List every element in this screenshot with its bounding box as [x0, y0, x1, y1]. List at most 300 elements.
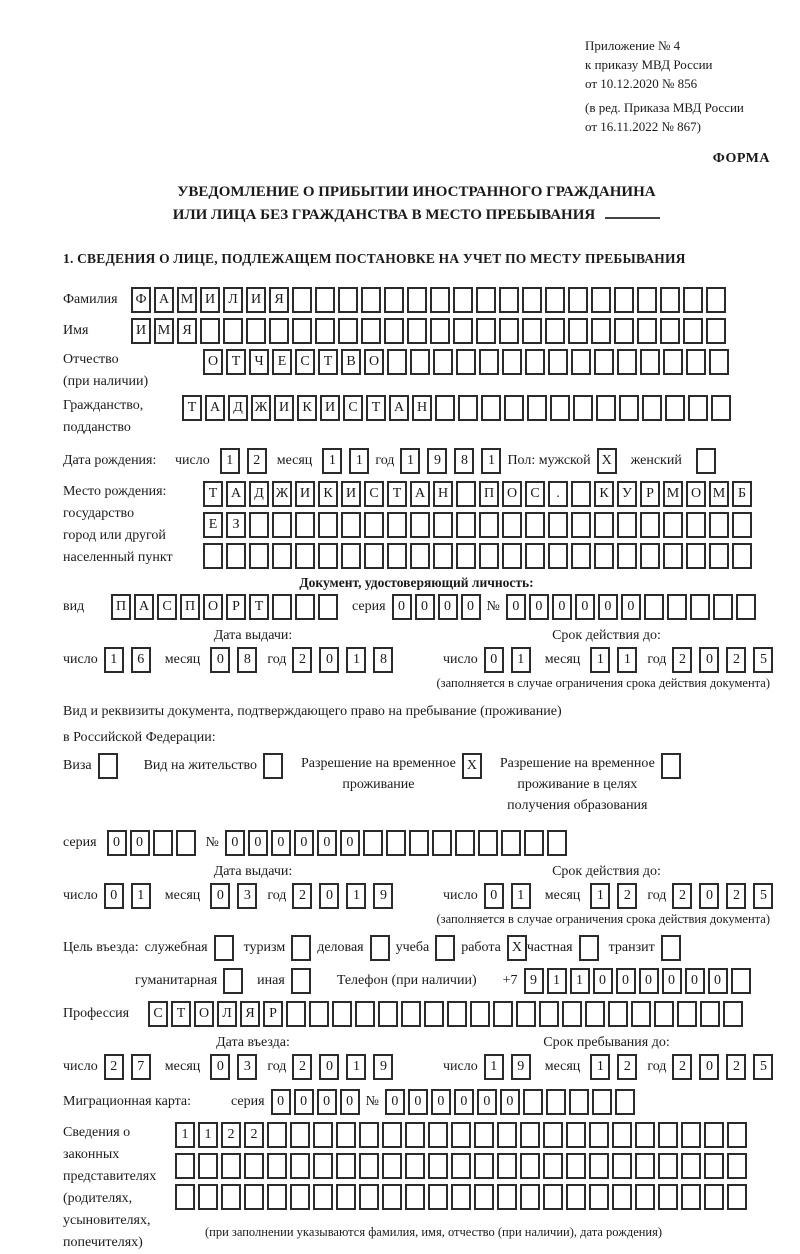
char-box[interactable]: [359, 1153, 379, 1179]
char-box[interactable]: 0: [107, 830, 127, 856]
char-box[interactable]: [566, 1184, 586, 1210]
char-box[interactable]: 0: [248, 830, 268, 856]
char-box[interactable]: А: [389, 395, 409, 421]
char-box[interactable]: Е: [272, 349, 292, 375]
char-box[interactable]: [614, 287, 634, 313]
char-box[interactable]: [499, 287, 519, 313]
char-box[interactable]: [592, 1089, 612, 1115]
char-box[interactable]: 1: [322, 448, 342, 474]
char-box[interactable]: [318, 594, 338, 620]
char-box[interactable]: [474, 1153, 494, 1179]
char-box[interactable]: [453, 287, 473, 313]
char-box[interactable]: [706, 287, 726, 313]
char-box[interactable]: Т: [387, 481, 407, 507]
char-box[interactable]: [470, 1001, 490, 1027]
char-box[interactable]: С: [343, 395, 363, 421]
char-box[interactable]: С: [295, 349, 315, 375]
char-box[interactable]: [246, 318, 266, 344]
char-box[interactable]: [644, 594, 664, 620]
char-box[interactable]: 0: [225, 830, 245, 856]
char-box[interactable]: 1: [175, 1122, 195, 1148]
char-box[interactable]: [435, 395, 455, 421]
char-box[interactable]: [272, 594, 292, 620]
char-box[interactable]: 0: [294, 1089, 314, 1115]
char-box[interactable]: [384, 287, 404, 313]
char-box[interactable]: [336, 1122, 356, 1148]
char-box[interactable]: 0: [431, 1089, 451, 1115]
char-box[interactable]: [474, 1184, 494, 1210]
char-box[interactable]: [525, 512, 545, 538]
char-box[interactable]: [341, 543, 361, 569]
char-box[interactable]: 2: [726, 1054, 746, 1080]
char-box[interactable]: [591, 318, 611, 344]
char-box[interactable]: [451, 1122, 471, 1148]
char-box[interactable]: [520, 1153, 540, 1179]
char-box[interactable]: Н: [433, 481, 453, 507]
char-box[interactable]: К: [297, 395, 317, 421]
char-box[interactable]: .: [548, 481, 568, 507]
char-box[interactable]: [566, 1153, 586, 1179]
char-box[interactable]: [175, 1184, 195, 1210]
char-box[interactable]: [430, 318, 450, 344]
char-box[interactable]: [700, 1001, 720, 1027]
char-box[interactable]: [527, 395, 547, 421]
char-box[interactable]: [370, 935, 390, 961]
char-box[interactable]: 9: [373, 1054, 393, 1080]
char-box[interactable]: [709, 349, 729, 375]
char-box[interactable]: [249, 512, 269, 538]
char-box[interactable]: [386, 830, 406, 856]
char-box[interactable]: 5: [753, 1054, 773, 1080]
char-box[interactable]: О: [194, 1001, 214, 1027]
char-box[interactable]: [677, 1001, 697, 1027]
char-box[interactable]: А: [410, 481, 430, 507]
char-box[interactable]: [663, 543, 683, 569]
char-box[interactable]: [727, 1184, 747, 1210]
char-box[interactable]: [543, 1184, 563, 1210]
char-box[interactable]: [658, 1122, 678, 1148]
char-box[interactable]: [665, 395, 685, 421]
char-box[interactable]: [479, 349, 499, 375]
char-box[interactable]: К: [594, 481, 614, 507]
char-box[interactable]: [338, 318, 358, 344]
char-box[interactable]: 1: [349, 448, 369, 474]
char-box[interactable]: [548, 349, 568, 375]
char-box[interactable]: [642, 395, 662, 421]
char-box[interactable]: [263, 753, 283, 779]
char-box[interactable]: [387, 543, 407, 569]
char-box[interactable]: [723, 1001, 743, 1027]
char-box[interactable]: [543, 1122, 563, 1148]
char-box[interactable]: [667, 594, 687, 620]
char-box[interactable]: [292, 287, 312, 313]
char-box[interactable]: [355, 1001, 375, 1027]
char-box[interactable]: [313, 1153, 333, 1179]
char-box[interactable]: М: [709, 481, 729, 507]
char-box[interactable]: [686, 512, 706, 538]
char-box[interactable]: О: [203, 594, 223, 620]
char-box[interactable]: 0: [317, 830, 337, 856]
char-box[interactable]: Ж: [272, 481, 292, 507]
char-box[interactable]: [635, 1122, 655, 1148]
char-box[interactable]: [405, 1184, 425, 1210]
char-box[interactable]: [568, 287, 588, 313]
char-box[interactable]: 9: [427, 448, 447, 474]
char-box[interactable]: [384, 318, 404, 344]
char-box[interactable]: [214, 935, 234, 961]
char-box[interactable]: 0: [598, 594, 618, 620]
char-box[interactable]: [272, 543, 292, 569]
char-box[interactable]: [539, 1001, 559, 1027]
char-box[interactable]: 6: [131, 647, 151, 673]
char-box[interactable]: [223, 968, 243, 994]
char-box[interactable]: [690, 594, 710, 620]
char-box[interactable]: [458, 395, 478, 421]
char-box[interactable]: [267, 1153, 287, 1179]
char-box[interactable]: 0: [529, 594, 549, 620]
char-box[interactable]: 2: [672, 883, 692, 909]
char-box[interactable]: [547, 830, 567, 856]
char-box[interactable]: [594, 349, 614, 375]
char-box[interactable]: 0: [210, 883, 230, 909]
char-box[interactable]: [295, 594, 315, 620]
char-box[interactable]: X: [597, 448, 617, 474]
char-box[interactable]: А: [154, 287, 174, 313]
char-box[interactable]: [433, 543, 453, 569]
char-box[interactable]: 2: [617, 1054, 637, 1080]
char-box[interactable]: [341, 512, 361, 538]
char-box[interactable]: [476, 287, 496, 313]
char-box[interactable]: [548, 543, 568, 569]
char-box[interactable]: [502, 543, 522, 569]
char-box[interactable]: 0: [699, 1054, 719, 1080]
char-box[interactable]: 2: [244, 1122, 264, 1148]
char-box[interactable]: [571, 349, 591, 375]
char-box[interactable]: 0: [210, 1054, 230, 1080]
char-box[interactable]: [378, 1001, 398, 1027]
char-box[interactable]: А: [205, 395, 225, 421]
char-box[interactable]: [614, 318, 634, 344]
char-box[interactable]: 0: [438, 594, 458, 620]
char-box[interactable]: [523, 1089, 543, 1115]
char-box[interactable]: 0: [699, 647, 719, 673]
char-box[interactable]: 0: [662, 968, 682, 994]
char-box[interactable]: 2: [726, 647, 746, 673]
char-box[interactable]: 0: [104, 883, 124, 909]
char-box[interactable]: [453, 318, 473, 344]
char-box[interactable]: И: [341, 481, 361, 507]
char-box[interactable]: С: [148, 1001, 168, 1027]
char-box[interactable]: О: [364, 349, 384, 375]
char-box[interactable]: 0: [319, 647, 339, 673]
char-box[interactable]: [608, 1001, 628, 1027]
char-box[interactable]: [732, 512, 752, 538]
char-box[interactable]: 1: [131, 883, 151, 909]
char-box[interactable]: [363, 830, 383, 856]
char-box[interactable]: [359, 1184, 379, 1210]
char-box[interactable]: А: [226, 481, 246, 507]
char-box[interactable]: С: [364, 481, 384, 507]
char-box[interactable]: [424, 1001, 444, 1027]
char-box[interactable]: П: [479, 481, 499, 507]
char-box[interactable]: 5: [753, 647, 773, 673]
char-box[interactable]: Н: [412, 395, 432, 421]
char-box[interactable]: 2: [104, 1054, 124, 1080]
char-box[interactable]: 0: [552, 594, 572, 620]
char-box[interactable]: [660, 287, 680, 313]
char-box[interactable]: X: [462, 753, 482, 779]
char-box[interactable]: 8: [454, 448, 474, 474]
char-box[interactable]: [727, 1153, 747, 1179]
char-box[interactable]: [223, 318, 243, 344]
char-box[interactable]: [447, 1001, 467, 1027]
char-box[interactable]: М: [663, 481, 683, 507]
char-box[interactable]: [663, 512, 683, 538]
char-box[interactable]: И: [274, 395, 294, 421]
char-box[interactable]: 0: [385, 1089, 405, 1115]
char-box[interactable]: [382, 1184, 402, 1210]
char-box[interactable]: У: [617, 481, 637, 507]
char-box[interactable]: 0: [392, 594, 412, 620]
char-box[interactable]: [573, 395, 593, 421]
char-box[interactable]: [704, 1122, 724, 1148]
char-box[interactable]: [474, 1122, 494, 1148]
char-box[interactable]: [640, 512, 660, 538]
char-box[interactable]: [291, 935, 311, 961]
char-box[interactable]: [499, 318, 519, 344]
char-box[interactable]: 9: [511, 1054, 531, 1080]
char-box[interactable]: 1: [346, 647, 366, 673]
char-box[interactable]: [407, 287, 427, 313]
char-box[interactable]: 1: [547, 968, 567, 994]
char-box[interactable]: [688, 395, 708, 421]
char-box[interactable]: Т: [171, 1001, 191, 1027]
char-box[interactable]: [387, 349, 407, 375]
char-box[interactable]: [479, 512, 499, 538]
char-box[interactable]: С: [157, 594, 177, 620]
char-box[interactable]: [524, 830, 544, 856]
char-box[interactable]: 1: [346, 1054, 366, 1080]
char-box[interactable]: 2: [726, 883, 746, 909]
char-box[interactable]: [681, 1122, 701, 1148]
char-box[interactable]: [617, 543, 637, 569]
char-box[interactable]: 2: [292, 1054, 312, 1080]
char-box[interactable]: О: [686, 481, 706, 507]
char-box[interactable]: [731, 968, 751, 994]
char-box[interactable]: [290, 1153, 310, 1179]
char-box[interactable]: 0: [621, 594, 641, 620]
char-box[interactable]: Т: [182, 395, 202, 421]
char-box[interactable]: [663, 349, 683, 375]
char-box[interactable]: [175, 1153, 195, 1179]
char-box[interactable]: [430, 287, 450, 313]
char-box[interactable]: [562, 1001, 582, 1027]
char-box[interactable]: 2: [292, 647, 312, 673]
char-box[interactable]: 1: [481, 448, 501, 474]
char-box[interactable]: 2: [672, 647, 692, 673]
char-box[interactable]: И: [246, 287, 266, 313]
char-box[interactable]: 0: [408, 1089, 428, 1115]
char-box[interactable]: Ч: [249, 349, 269, 375]
char-box[interactable]: П: [180, 594, 200, 620]
char-box[interactable]: [709, 512, 729, 538]
char-box[interactable]: Т: [226, 349, 246, 375]
char-box[interactable]: Т: [318, 349, 338, 375]
char-box[interactable]: А: [134, 594, 154, 620]
char-box[interactable]: [571, 543, 591, 569]
char-box[interactable]: [338, 287, 358, 313]
char-box[interactable]: [290, 1122, 310, 1148]
char-box[interactable]: [589, 1153, 609, 1179]
char-box[interactable]: [244, 1153, 264, 1179]
char-box[interactable]: [269, 318, 289, 344]
char-box[interactable]: [295, 512, 315, 538]
char-box[interactable]: 0: [340, 830, 360, 856]
char-box[interactable]: [497, 1122, 517, 1148]
char-box[interactable]: 0: [639, 968, 659, 994]
char-box[interactable]: [686, 349, 706, 375]
char-box[interactable]: [525, 349, 545, 375]
char-box[interactable]: 1: [511, 883, 531, 909]
char-box[interactable]: [522, 287, 542, 313]
char-box[interactable]: 3: [237, 1054, 257, 1080]
char-box[interactable]: [433, 349, 453, 375]
char-box[interactable]: [410, 512, 430, 538]
char-box[interactable]: [619, 395, 639, 421]
char-box[interactable]: [681, 1184, 701, 1210]
char-box[interactable]: [432, 830, 452, 856]
char-box[interactable]: [635, 1184, 655, 1210]
char-box[interactable]: [332, 1001, 352, 1027]
char-box[interactable]: [709, 543, 729, 569]
char-box[interactable]: [291, 968, 311, 994]
char-box[interactable]: 0: [575, 594, 595, 620]
char-box[interactable]: 0: [616, 968, 636, 994]
char-box[interactable]: П: [111, 594, 131, 620]
char-box[interactable]: [681, 1153, 701, 1179]
char-box[interactable]: [545, 318, 565, 344]
char-box[interactable]: 0: [294, 830, 314, 856]
char-box[interactable]: [272, 512, 292, 538]
char-box[interactable]: И: [320, 395, 340, 421]
char-box[interactable]: Т: [203, 481, 223, 507]
char-box[interactable]: [382, 1153, 402, 1179]
char-box[interactable]: [522, 318, 542, 344]
char-box[interactable]: И: [200, 287, 220, 313]
char-box[interactable]: [318, 543, 338, 569]
char-box[interactable]: [732, 543, 752, 569]
char-box[interactable]: [617, 512, 637, 538]
char-box[interactable]: 2: [617, 883, 637, 909]
char-box[interactable]: [497, 1153, 517, 1179]
char-box[interactable]: 0: [477, 1089, 497, 1115]
char-box[interactable]: [382, 1122, 402, 1148]
char-box[interactable]: [612, 1122, 632, 1148]
char-box[interactable]: [428, 1122, 448, 1148]
char-box[interactable]: 1: [400, 448, 420, 474]
char-box[interactable]: [410, 543, 430, 569]
char-box[interactable]: [546, 1089, 566, 1115]
char-box[interactable]: 0: [506, 594, 526, 620]
char-box[interactable]: [387, 512, 407, 538]
char-box[interactable]: 0: [484, 883, 504, 909]
char-box[interactable]: [727, 1122, 747, 1148]
char-box[interactable]: И: [295, 481, 315, 507]
char-box[interactable]: [315, 318, 335, 344]
char-box[interactable]: [615, 1089, 635, 1115]
char-box[interactable]: [661, 753, 681, 779]
char-box[interactable]: [456, 349, 476, 375]
char-box[interactable]: [221, 1184, 241, 1210]
char-box[interactable]: 1: [484, 1054, 504, 1080]
char-box[interactable]: [704, 1153, 724, 1179]
char-box[interactable]: [594, 512, 614, 538]
char-box[interactable]: М: [154, 318, 174, 344]
char-box[interactable]: X: [507, 935, 527, 961]
char-box[interactable]: [286, 1001, 306, 1027]
char-box[interactable]: [591, 287, 611, 313]
char-box[interactable]: 0: [454, 1089, 474, 1115]
char-box[interactable]: [336, 1184, 356, 1210]
char-box[interactable]: 5: [753, 883, 773, 909]
char-box[interactable]: Ф: [131, 287, 151, 313]
char-box[interactable]: [696, 448, 716, 474]
char-box[interactable]: 0: [210, 647, 230, 673]
char-box[interactable]: [683, 318, 703, 344]
char-box[interactable]: [410, 349, 430, 375]
char-box[interactable]: О: [203, 349, 223, 375]
char-box[interactable]: Я: [177, 318, 197, 344]
char-box[interactable]: [428, 1184, 448, 1210]
char-box[interactable]: Д: [249, 481, 269, 507]
char-box[interactable]: [153, 830, 173, 856]
char-box[interactable]: 0: [271, 830, 291, 856]
char-box[interactable]: [405, 1153, 425, 1179]
char-box[interactable]: 0: [699, 883, 719, 909]
char-box[interactable]: 8: [373, 647, 393, 673]
char-box[interactable]: [476, 318, 496, 344]
char-box[interactable]: [478, 830, 498, 856]
char-box[interactable]: [589, 1184, 609, 1210]
char-box[interactable]: [654, 1001, 674, 1027]
char-box[interactable]: 1: [590, 647, 610, 673]
char-box[interactable]: [315, 287, 335, 313]
char-box[interactable]: [198, 1153, 218, 1179]
char-box[interactable]: 1: [104, 647, 124, 673]
char-box[interactable]: 0: [319, 883, 339, 909]
char-box[interactable]: [617, 349, 637, 375]
char-box[interactable]: Р: [263, 1001, 283, 1027]
char-box[interactable]: [198, 1184, 218, 1210]
char-box[interactable]: [571, 512, 591, 538]
char-box[interactable]: 3: [237, 883, 257, 909]
char-box[interactable]: [295, 543, 315, 569]
char-box[interactable]: 1: [590, 883, 610, 909]
char-box[interactable]: 1: [511, 647, 531, 673]
char-box[interactable]: С: [525, 481, 545, 507]
char-box[interactable]: [200, 318, 220, 344]
char-box[interactable]: 0: [415, 594, 435, 620]
char-box[interactable]: [520, 1122, 540, 1148]
char-box[interactable]: [203, 543, 223, 569]
char-box[interactable]: 0: [461, 594, 481, 620]
char-box[interactable]: 8: [237, 647, 257, 673]
char-box[interactable]: Л: [217, 1001, 237, 1027]
char-box[interactable]: [361, 318, 381, 344]
char-box[interactable]: [566, 1122, 586, 1148]
char-box[interactable]: [309, 1001, 329, 1027]
char-box[interactable]: [455, 830, 475, 856]
